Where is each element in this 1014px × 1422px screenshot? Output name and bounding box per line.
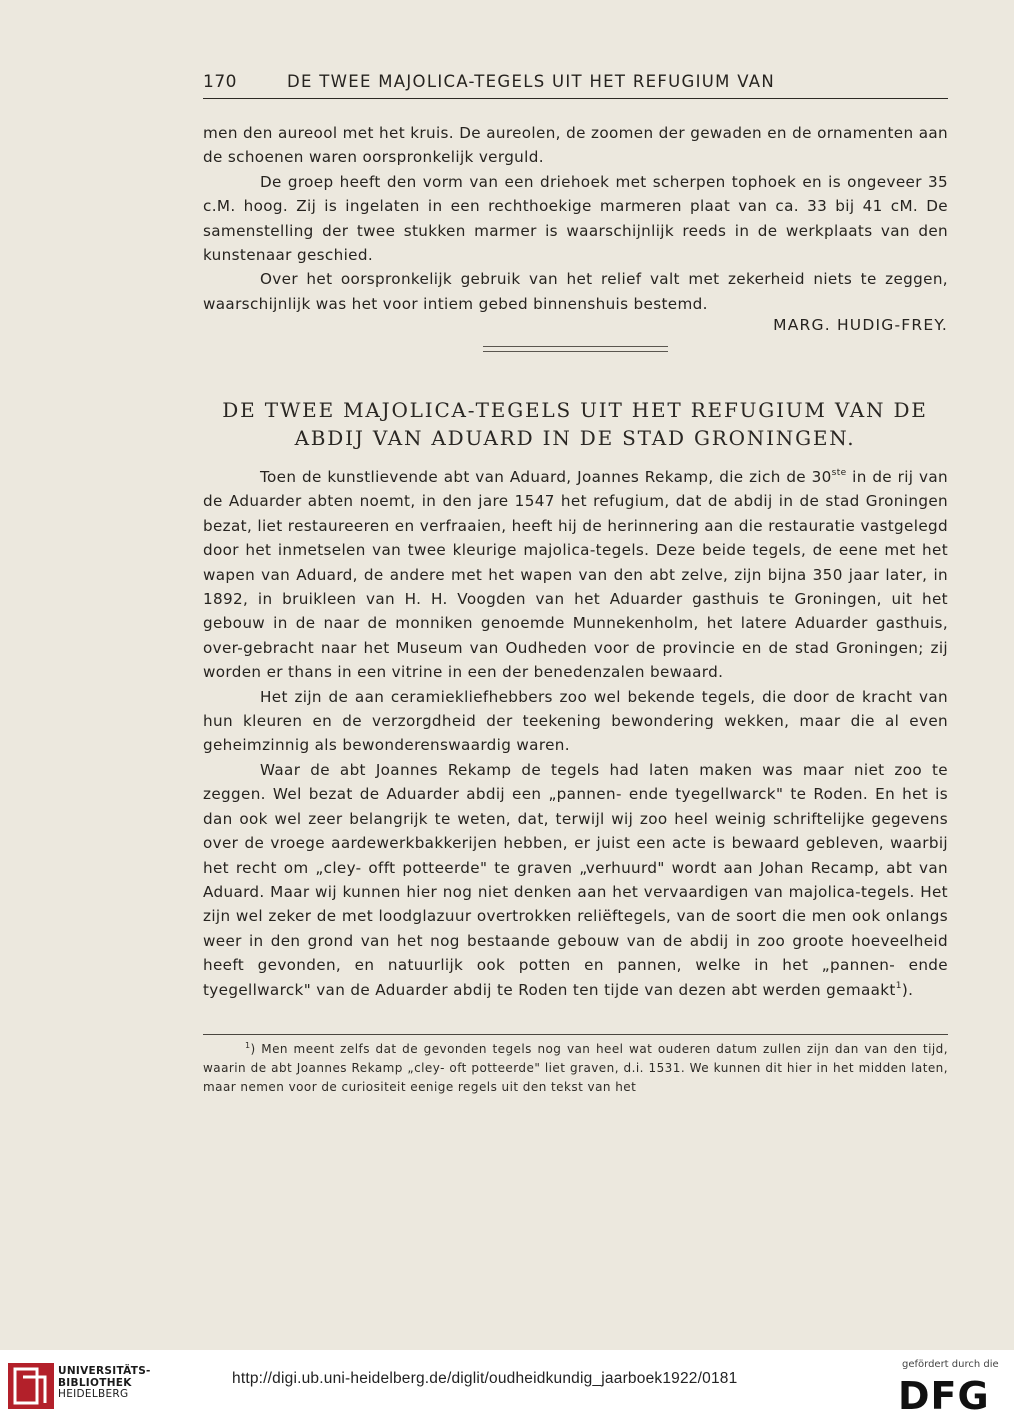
paragraph: Het zijn de aan ceramiekliefhebbers zoo wel bekende tegels, die door de kracht van hun kleuren en de verzorgdheid der teekening bewondering wekken, maar die al even geheimzinnig als bewonderenswaardig waren. <box>203 687 948 755</box>
dfg-logo <box>898 1374 1002 1414</box>
superscript: ste <box>831 468 847 478</box>
footnote-text: ) Men meent zelfs dat de gevonden tegels nog van heel wat ouderen datum zullen zijn dan van den tijd, waarin de abt Joannes Rekamp „cley- oft potteerde" liet graven, d.i. 1531. We kunnen dit hier in het midden laten, maar nemen voor de curiositeit eenige regels uit den tekst van het <box>203 1042 948 1094</box>
running-head-title: DE TWEE MAJOLICA-TEGELS UIT HET REFUGIUM VAN <box>287 72 775 91</box>
footnote-mark: 1 <box>245 1041 251 1050</box>
dfg-logo-text: DFG <box>898 1374 990 1414</box>
author-signature: MARG. HUDIG-FREY. <box>773 316 948 334</box>
text-run: Toen de kunstlievende abt van Aduard, Joannes Rekamp, die zich de 30 <box>260 468 832 486</box>
paragraph: Over het oorspronkelijk gebruik van het relief valt met zekerheid niets te zeggen, waarschijnlijk was het voor intiem gebed binnenshuis bestemd. <box>203 270 948 313</box>
digitization-footer <box>0 1350 1014 1422</box>
paragraph: men den aureool met het kruis. De aureolen, de zoomen der gewaden en de ornamenten aan de schoenen waren oorspronkelijk verguld. <box>203 124 948 167</box>
library-name-line: UNIVERSITÄTS- <box>58 1365 151 1377</box>
article-title-line: DE TWEE MAJOLICA-TEGELS UIT HET REFUGIUM VAN DE <box>222 398 928 422</box>
text-run: ). <box>901 980 914 999</box>
funded-by-label: gefördert durch die <box>902 1359 999 1370</box>
article-body <box>203 465 948 1002</box>
footnote-rule <box>203 1034 948 1035</box>
section-separator <box>483 346 668 352</box>
text-run: in de rij van de Aduarder abten noemt, in den jare 1547 het refugium, dat de abdij in de stad Groningen bezat, liet restaureeren en verfraaien, heeft hij de herinnering aan die restauratie vastgelegd door het inmetselen van twee kleurige majolica-tegels. Deze beide tegels, de eene met het wapen van Aduard, de andere met het wapen van den abt zelve, zijn bijna 350 jaar later, in 1892, in bruikleen van H. H. Voogden van het Aduarder gasthuis te Groningen, uit het gebouw in de naar de monniken genoemde Munnekenholm, het latere Aduarder gasthuis, over-gebracht naar het Museum van Oudheden voor de provincie en de stad Groningen; zij worden er thans in een vitrine in een der benedenzalen bewaard. <box>203 468 948 682</box>
previous-article-text <box>203 121 948 316</box>
library-name <box>58 1366 151 1401</box>
source-url-link[interactable]: http://digi.ub.uni-heidelberg.de/diglit/oudheidkundig_jaarboek1922/0181 <box>232 1370 738 1387</box>
footnote-paragraph <box>203 1040 948 1097</box>
article-title <box>190 396 960 452</box>
text-run: Waar de abt Joannes Rekamp de tegels had laten maken was maar niet zoo te zeggen. Wel bezat de Aduarder abdij een „pannen- ende tyegellwarck" te Roden. En het is dan ook wel zeer belangrijk te weten, dat, terwijl wij zoo heel weinig schriftelijke gegevens over de vroege aardewerkbakkerijen hebben, er juist een acte is bewaard gebleven, waarbij het recht om „cley- offt potteerde" te graven „verhuurd" wordt aan Johan Recamp, abt van Aduard. Maar wij kunnen hier nog niet denken aan het vervaardigen van majolica-tegels. Het zijn wel zeker de met loodglazuur overtrokken reliëftegels, van de soort die men ook onlangs weer in den grond van het nog bestaande gebouw van de abdij in zoo groote hoeveelheid heeft gevonden, en natuurlijk ook potten en pannen, welke in het „pannen- ende tyegellwarck" van de Aduarder abdij te Roden ten tijde van dezen abt werden gemaakt <box>203 760 948 999</box>
paragraph <box>203 465 948 685</box>
library-name-line: BIBLIOTHEK <box>58 1376 132 1389</box>
library-name-line: HEIDELBERG <box>58 1388 129 1400</box>
article-title-line: ABDIJ VAN ADUARD IN DE STAD GRONINGEN. <box>294 426 856 450</box>
running-header <box>203 70 948 99</box>
library-logo-icon <box>8 1363 54 1409</box>
footnote-reference-number: 1 <box>895 980 902 991</box>
paragraph <box>203 758 948 1002</box>
paragraph: De groep heeft den vorm van een driehoek met scherpen tophoek en is ongeveer 35 c.M. hoog. Zij is ingelaten in een rechthoekige marmeren plaat van ca. 33 bij 41 cM. De samenstelling der twee stukken marmer is waarschijnlijk reeds in de werkplaats van den kunstenaar geschied. <box>203 172 948 265</box>
footnote <box>203 1040 948 1097</box>
page-number: 170 <box>203 72 237 92</box>
